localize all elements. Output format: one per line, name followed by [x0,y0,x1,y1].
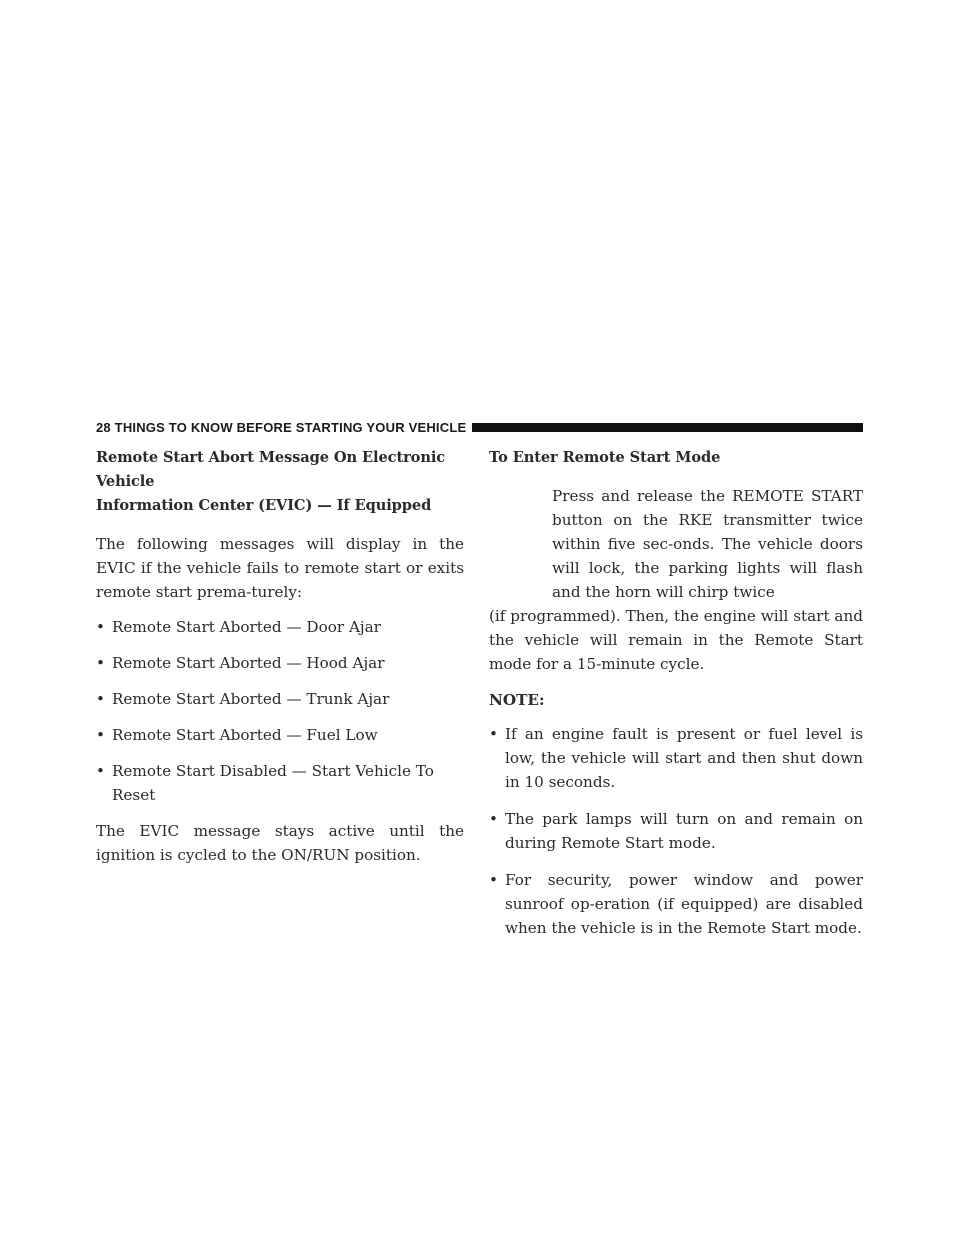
right-column [489,446,863,953]
heading-line-2: Information Center (EVIC) — If Equipped [96,497,432,514]
section-heading-abort-message [96,446,464,518]
bullet-icon: • [489,725,498,743]
list-item: • Remote Start Aborted — Hood Ajar [96,651,464,675]
heading-line-1: Remote Start Abort Message On Electronic Vehicle [96,449,446,490]
page-header-label: 28 THINGS TO KNOW BEFORE STARTING YOUR VEHICLE [96,419,467,435]
list-item: • For security, power window and power sunroof op-eration (if equipped) are disabled when the vehicle is in the Remote Start mode. [489,868,863,940]
section-heading-enter-remote-start: To Enter Remote Start Mode [489,449,721,466]
note-list [489,722,863,940]
list-item: • Remote Start Aborted — Door Ajar [96,615,464,639]
instruction-continuation: (if programmed). Then, the engine will start and the vehicle will remain in the Remote Start mode for a 15-minute cycle. [489,607,863,673]
list-item: • The park lamps will turn on and remain on during Remote Start mode. [489,807,863,855]
page-header [96,417,863,437]
list-item: • Remote Start Disabled — Start Vehicle To Reset [96,759,464,807]
intro-paragraph: The following messages will display in the EVIC if the vehicle fails to remote start or exits remote start prema-turely: [96,535,464,601]
bullet-icon: • [96,726,105,744]
list-item: • Remote Start Aborted — Trunk Ajar [96,687,464,711]
list-item: • If an engine fault is present or fuel level is low, the vehicle will start and then shut down in 10 seconds. [489,722,863,794]
message-list [96,615,464,807]
left-column [96,446,464,878]
bullet-icon: • [96,618,105,636]
bullet-icon: • [96,690,105,708]
bullet-icon: • [489,871,498,889]
bullet-icon: • [96,654,105,672]
bullet-icon: • [489,810,498,828]
header-rule-bar [472,423,863,432]
closing-paragraph: The EVIC message stays active until the ignition is cycled to the ON/RUN position. [96,822,464,864]
note-label: NOTE: [489,691,545,709]
list-item: • Remote Start Aborted — Fuel Low [96,723,464,747]
bullet-icon: • [96,762,105,780]
indented-instruction: Press and release the REMOTE START button on the RKE transmitter twice within five sec-onds. The vehicle doors will lock, the parking lights will flash and the horn will chirp twice [552,487,863,601]
